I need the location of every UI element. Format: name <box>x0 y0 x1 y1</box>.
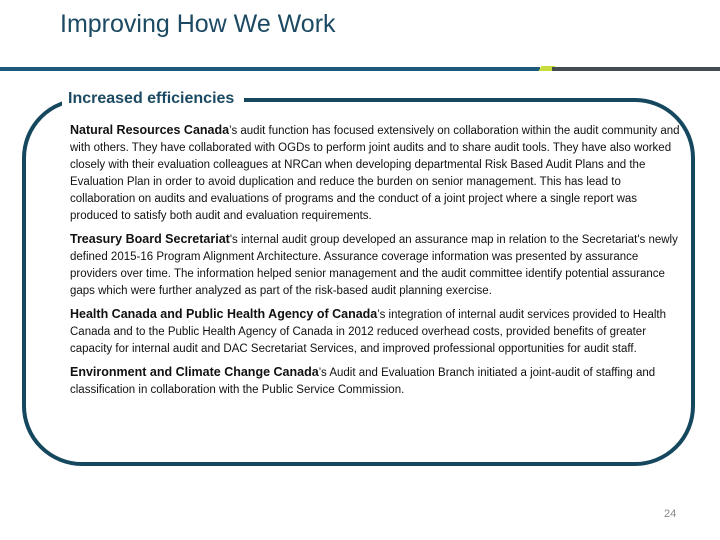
paragraph-text: ’s Audit and Evaluation Branch initiated a joint-audit of staffing and classification in collaboration with the Public Service Commission. <box>70 367 656 396</box>
header-rule-blue <box>0 67 540 71</box>
org-name: Environment and Climate Change Canada <box>70 365 319 379</box>
org-name: Health Canada and Public Health Agency of Canada <box>70 307 378 321</box>
paragraph-eccc <box>70 364 685 399</box>
page-number: 24 <box>664 508 677 520</box>
paragraph-tbs <box>70 231 685 300</box>
paragraph-text: 's internal audit group developed an assurance map in relation to the Secretariat's newly defined 2015-16 Program Alignment Architecture. Assurance coverage information was presented by assurance providers over time. The information helped senior management and the audit committee identify potential assurance gaps which were further analyzed as part of the risk-based audit planning exercise. <box>70 234 678 297</box>
header-rule <box>0 67 720 71</box>
content-body <box>70 122 685 405</box>
paragraph-nrcan <box>70 122 685 225</box>
header-rule-grey <box>552 67 720 71</box>
slide-title: Improving How We Work <box>60 10 336 38</box>
paragraph-text: ’s integration of internal audit services provided to Health Canada and to the Public Health Agency of Canada in 2012 reduced overhead costs, provided benefits of greater capacity for internal audit and DAC Secretariat Services, and improved professional opportunities for audit staff. <box>70 309 666 355</box>
org-name: Treasury Board Secretariat <box>70 232 230 246</box>
org-name: Natural Resources Canada <box>70 123 230 137</box>
section-title: Increased efficiencies <box>62 90 244 108</box>
paragraph-health-canada <box>70 306 685 358</box>
paragraph-text: ’s audit function has focused extensively on collaboration within the audit community and with others. They have collaborated with OGDs to perform joint audits and to share audit tools. They have also worked closely with their evaluation colleagues at NRCan when developing departmental Risk Based Audit Plans and the Evaluation Plan in order to avoid duplication and reduce the burden on senior management. This has lead to collaboration on audits and evaluations of programs and the conduct of a joint project where a single report was produced to satisfy both audit and evaluation requirements. <box>70 125 680 222</box>
